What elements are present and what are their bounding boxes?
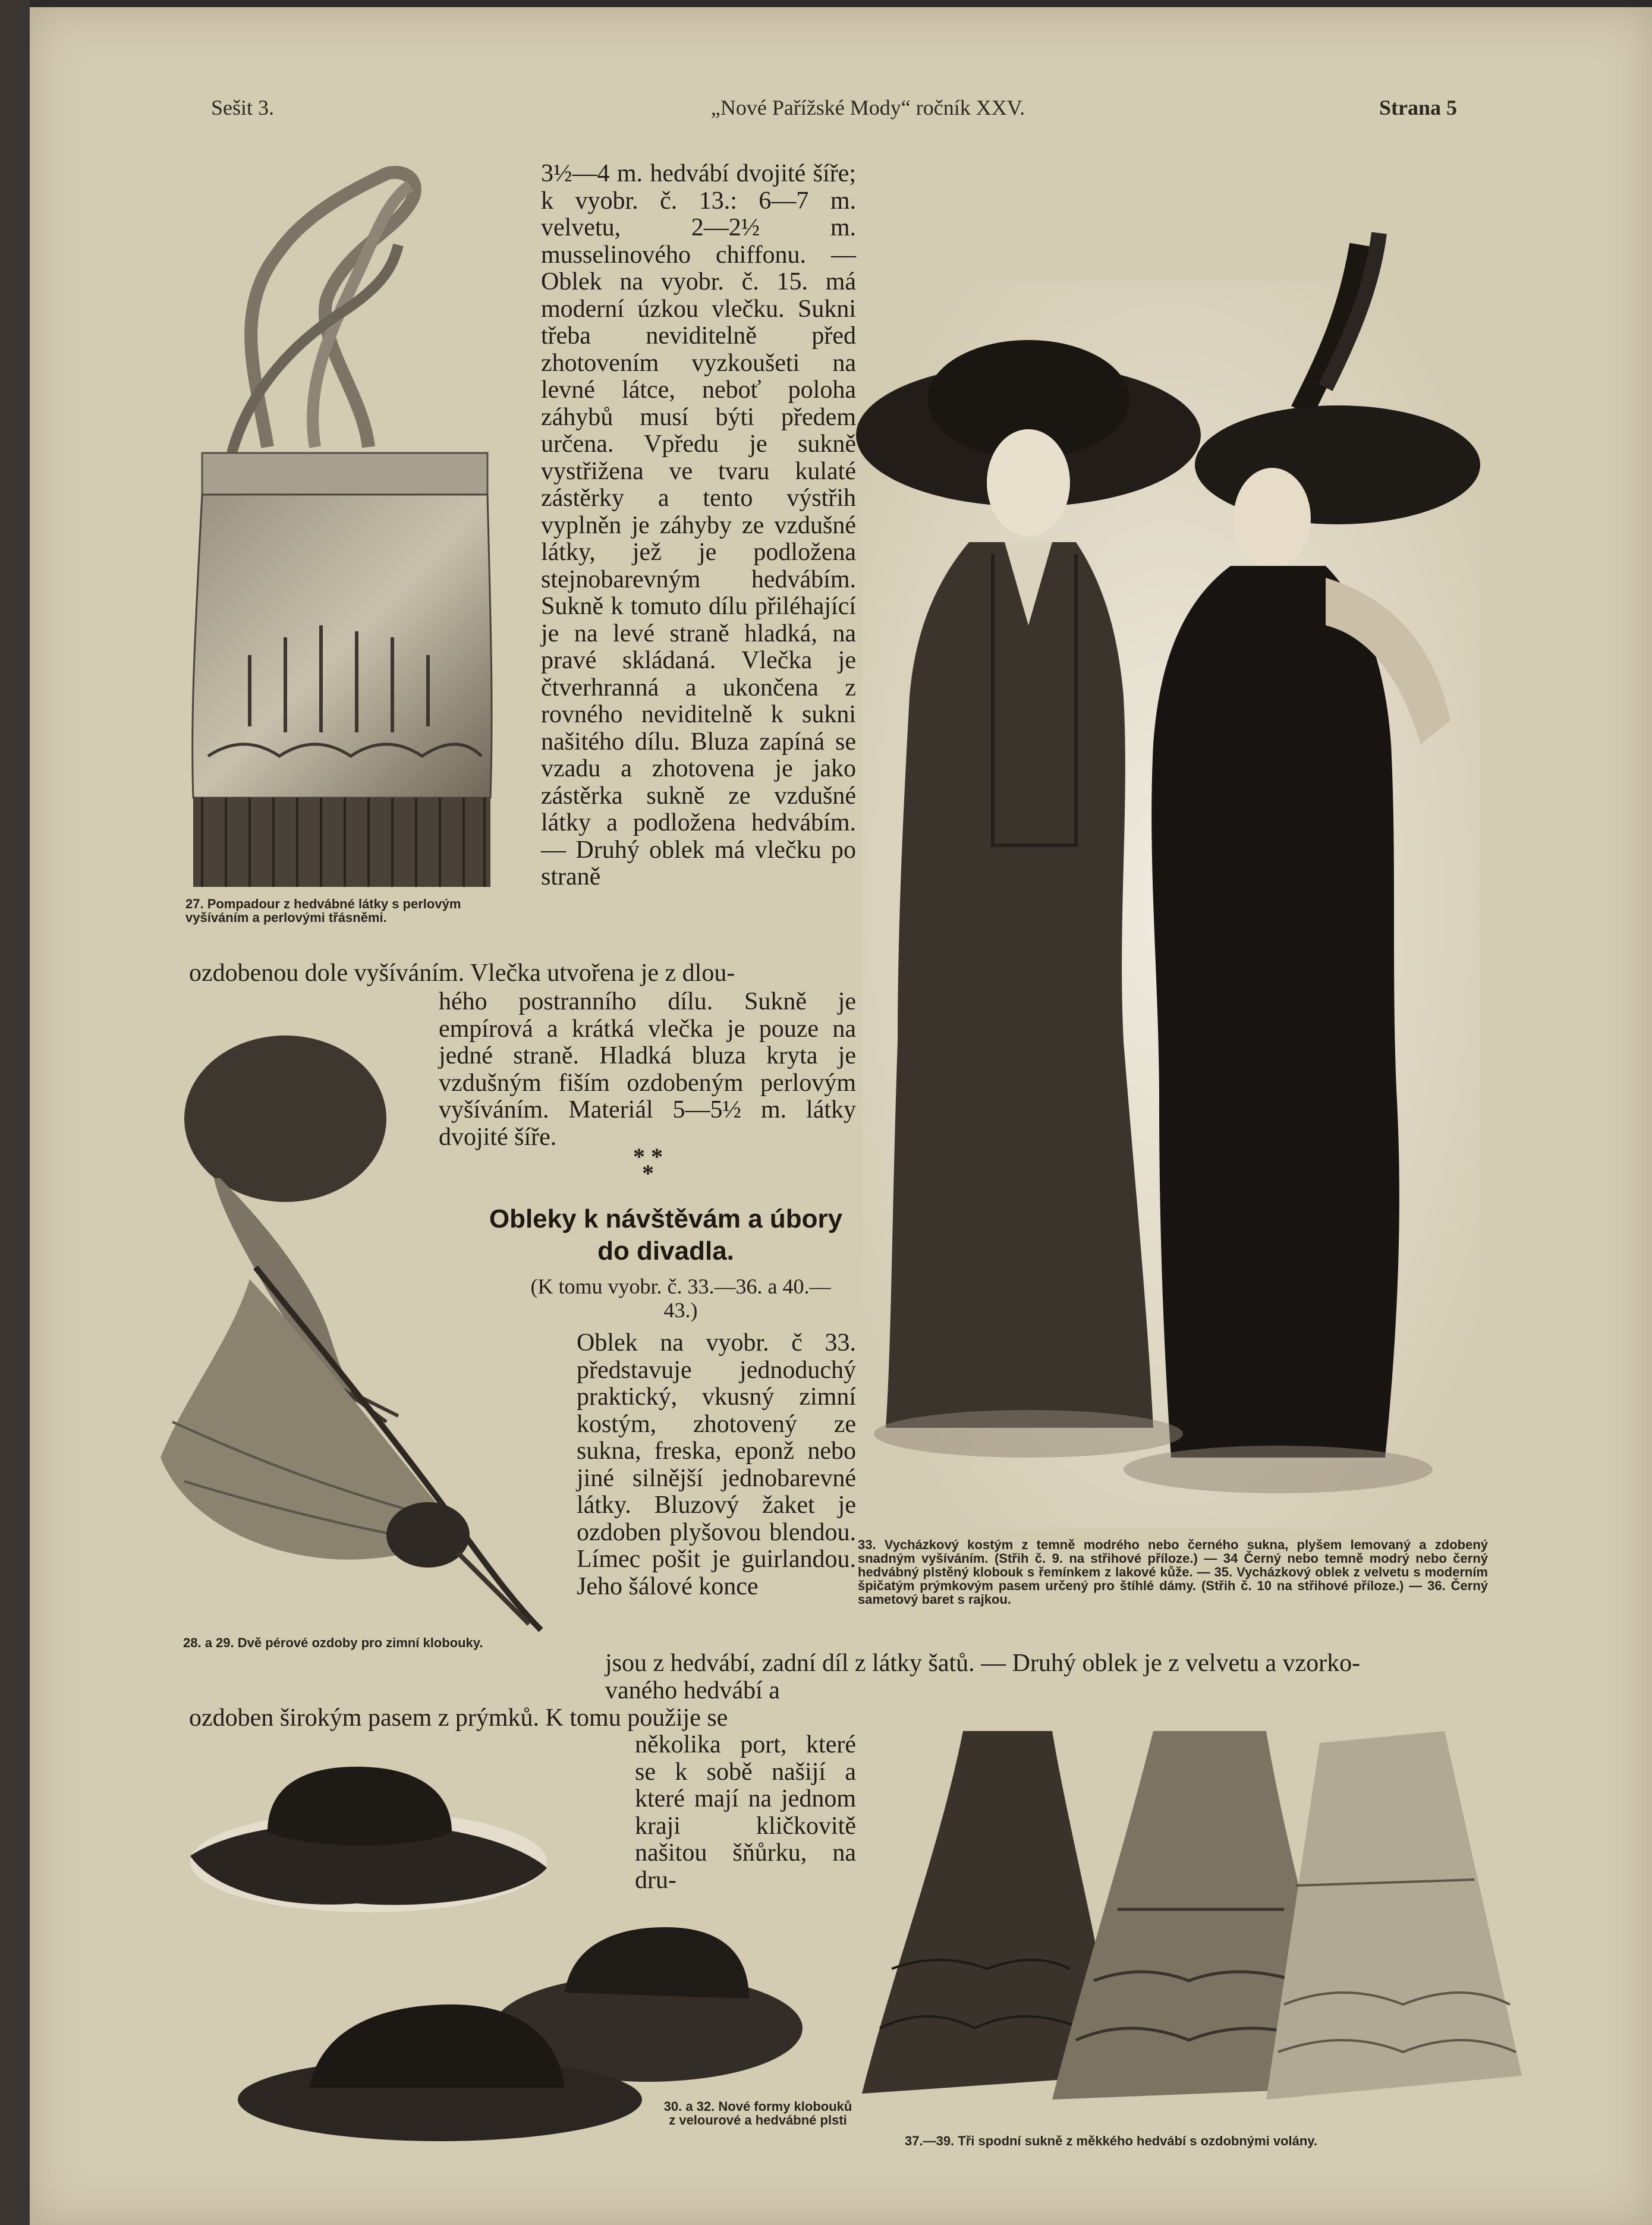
article-text-column-4: několika port, které se k sobě našijí a které mají na jednom kraji kličkovitě našitou šňůrku, na dru- (635, 1731, 856, 1894)
two-women-illustration (850, 209, 1492, 1535)
article-text-wide-1: ozdobenou dole vyšíváním. Vlečka utvořena je z dlou- (189, 959, 735, 987)
section-subtitle: (K tomu vyobr. č. 33.—36. a 40.—43.) (530, 1274, 831, 1322)
article-text-wide-2: jsou z hedvábí, zadní díl z látky šatů. — Druhý oblek je z velvetu a vzorko- (605, 1650, 1361, 1677)
magazine-title: „Nové Pařížské Mody“ ročník XXV. (710, 96, 1025, 119)
article-text-column-1: 3½—4 m. hedvábí dvojité šíře; k vyobr. č. 13.: 6—7 m. velvetu, 2—2½ m. musselinového chiffonu. — Oblek na vyobr. č. 15. má moderní úzkou vlečku. Sukni třeba neviditelně před zhotovením vyzkoušeti na levné látce, neboť poloha záhybů musí býti předem určena. Vpředu je sukně vystřižena ve tvaru kulaté zástěrky a tento výstřih vyplněn je záhyby ze vzdušné látky, jež je podložena stejnobarevným hedvábím. Sukně k tomuto dílu přiléhající je na levé straně hladká, na pravé skládaná. Vlečka je čtverhranná a ukončena z rovného neviditelně k sukni našitého dílu. Bluza zapíná se vzadu a zhotovena je jako zástěrka sukně ze vzdušné látky a podložena hedvábím. — Druhý oblek má vlečku po straně (541, 160, 856, 890)
article-text-wide-3: vaného hedvábí a (605, 1677, 780, 1704)
caption-fig30: 30. a 32. Nové formy klobouků z velourové a hedvábné plsti (663, 2099, 852, 2128)
article-text-wide-4: ozdoben širokým pasem z prýmků. K tomu použije se (189, 1704, 728, 1732)
caption-fig37: 37.—39. Tři spodní sukně z měkkého hedvábí s ozdobnými volány. (905, 2133, 1317, 2148)
pompadour-bag-illustration (166, 162, 499, 899)
hats-illustration (178, 1743, 844, 2147)
page-binding (0, 0, 30, 2225)
three-petticoats-illustration (856, 1719, 1540, 2123)
article-text-column-3: Oblek na vyobr. č 33. představuje jednoduchý praktický, vkusný zimní kostým, zhotovený ze sukna, freska, eponž nebo jiné silnější jednobarevné látky. Bluzový žaket je ozdoben plyšovou blendou. Límec pošit je guirlandou. Jeho šálové konce (577, 1329, 856, 1600)
caption-fig27: 27. Pompadour z hedvábné látky s perlovým vyšíváním a perlovými třásněmi. (185, 896, 461, 925)
caption-fig28: 28. a 29. Dvě pérové ozdoby pro zimní klobouky. (183, 1635, 483, 1650)
magazine-page (30, 7, 1652, 2225)
issue-number: Sešit 3. (211, 96, 275, 119)
caption-fig33: 33. Vycházkový kostým z temně modrého nebo černého sukna, plyšem lemovaný a zdobený snadným vyšíváním. (Střih č. 9. na střihové příloze.) — 34 Černý nebo temně modrý nebo černý hedvábný plstěný klobouk s řemínkem z lakové kůže. — 35. Vycházkový oblek z velvetu s moderním špičatým prýmkovým pasem určený pro štíhlé dámy. (Střih č. 10 na střihové příloze.) — 36. Černý sametový baret s rajkou. (858, 1537, 1488, 1607)
article-text-column-2: hého postranního dílu. Sukně je empírová a krátká vlečka je pouze na jedné straně. Hladká bluza kryta je vzdušným fiším ozdobeným perlovým vyšíváním. Materiál 5—5½ m. látky dvojité šíře. (439, 988, 856, 1151)
feather-ornaments-illustration (149, 1030, 589, 1672)
page-number: Strana 5 (1379, 96, 1458, 119)
section-title: Obleky k návštěvám a úbory do divadla. (489, 1204, 843, 1266)
section-divider-stars: * * * (633, 1143, 663, 1187)
